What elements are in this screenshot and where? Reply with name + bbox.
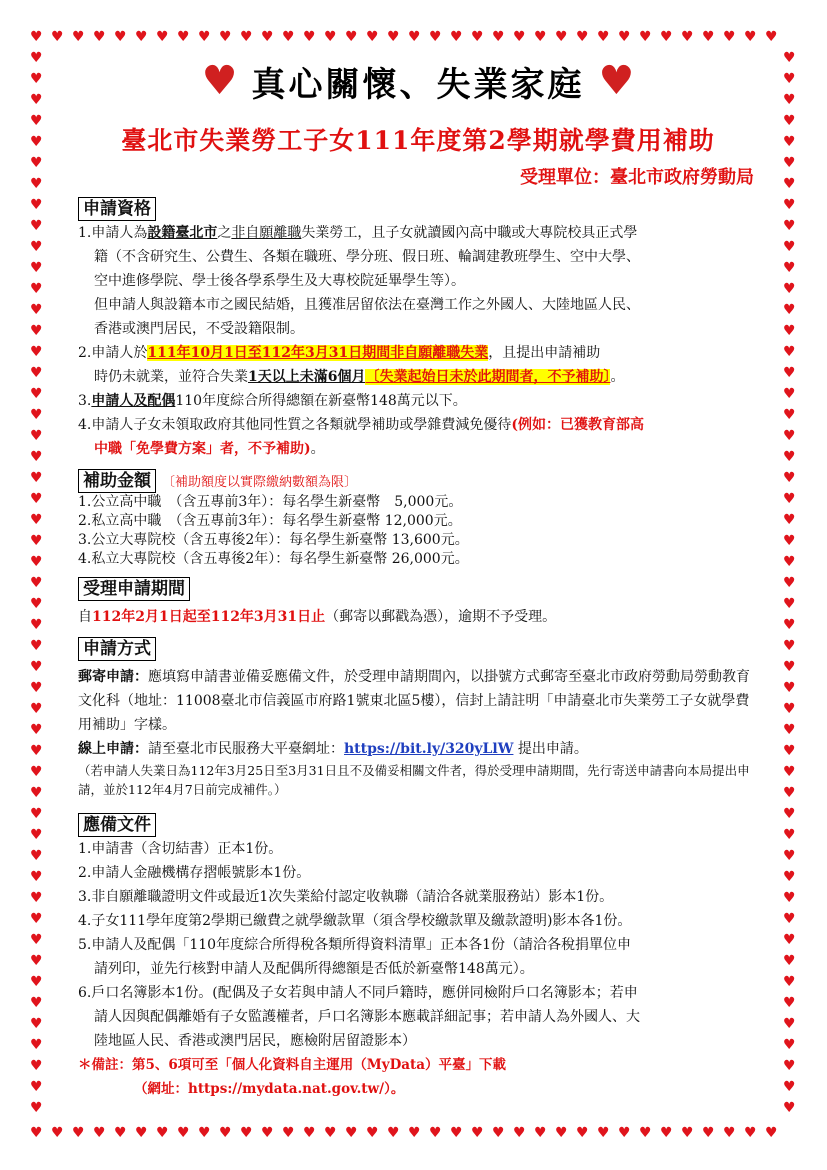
document-item: 5.申請人及配偶「110年度綜合所得稅各類所得資料清單」正本各1份（請洽各稅捐單位申	[78, 937, 631, 953]
heart-icon: ♥	[30, 491, 43, 507]
heart-icon: ♥	[30, 302, 43, 318]
heart-icon: ♥	[30, 470, 43, 486]
heart-icon: ♥	[30, 764, 43, 780]
heart-icon: ♥	[783, 764, 796, 780]
heart-icon: ♥	[555, 29, 568, 45]
method-note: （若申請人失業日為112年3月25日至3月31日且不及備妥相關文件者，得於受理申請期間，先行寄送申請書向本局提出申請，並於112年4月7日前完成補件。）	[78, 763, 750, 797]
heart-icon: ♥	[30, 92, 43, 108]
section-amount-heading: 補助金額	[78, 469, 156, 493]
heart-icon: ♥	[598, 58, 635, 104]
heart-icon: ♥	[783, 1079, 796, 1095]
heart-icon: ♥	[783, 890, 796, 906]
heart-icon: ♥	[30, 281, 43, 297]
document-item: 2.申請人金融機構存摺帳號影本1份。	[78, 865, 311, 881]
heart-icon: ♥	[219, 29, 232, 45]
heart-icon: ♥	[783, 722, 796, 738]
heart-icon: ♥	[30, 1058, 43, 1074]
remark-line: ＊備註：第5、6項可至「個人化資料自主運用（MyData）平臺」下載	[78, 1057, 507, 1073]
online-method: 線上申請：請至臺北市民服務大平臺網址：https://bit.ly/320yLlW 提出申請。	[78, 741, 588, 757]
heart-icon: ♥	[30, 974, 43, 990]
heart-icon: ♥	[30, 134, 43, 150]
heart-icon: ♥	[783, 1058, 796, 1074]
heart-icon: ♥	[783, 911, 796, 927]
heart-icon: ♥	[303, 1125, 316, 1141]
heart-icon: ♥	[261, 1125, 274, 1141]
heart-icon: ♥	[135, 1125, 148, 1141]
heart-icon: ♥	[783, 470, 796, 486]
heart-icon: ♥	[744, 29, 757, 45]
amount-row: 3.公立大專院校（含五專後2年）：每名學生新臺幣 13,600元。	[78, 532, 469, 548]
heart-icon: ♥	[30, 554, 43, 570]
heart-icon: ♥	[282, 1125, 295, 1141]
heart-icon: ♥	[783, 386, 796, 402]
heart-icon: ♥	[30, 176, 43, 192]
heart-icon: ♥	[30, 344, 43, 360]
heart-icon: ♥	[618, 1125, 631, 1141]
heart-icon: ♥	[576, 29, 589, 45]
heart-icon: ♥	[345, 29, 358, 45]
heart-icon: ♥	[30, 638, 43, 654]
heart-icon: ♥	[639, 1125, 652, 1141]
heart-icon: ♥	[783, 680, 796, 696]
heart-icon: ♥	[783, 953, 796, 969]
heart-icon: ♥	[30, 218, 43, 234]
eligibility-item-4: 4.申請人子女未領取政府其他同性質之各類就學補助或學雜費減免優待(例如：已獲教育部高	[78, 417, 644, 433]
document-item: 6.戶口名簿影本1份。(配偶及子女若與申請人不同戶籍時，應併同檢附戶口名簿影本；若申	[78, 985, 638, 1001]
heart-icon: ♥	[783, 827, 796, 843]
heart-icon: ♥	[30, 722, 43, 738]
heart-icon: ♥	[201, 58, 238, 104]
heart-icon: ♥	[765, 29, 778, 45]
heart-icon: ♥	[387, 1125, 400, 1141]
heart-icon: ♥	[30, 890, 43, 906]
heart-icon: ♥	[219, 1125, 232, 1141]
heart-icon: ♥	[30, 50, 43, 66]
heart-icon: ♥	[30, 953, 43, 969]
heart-icon: ♥	[30, 1125, 43, 1141]
heart-icon: ♥	[783, 344, 796, 360]
heart-icon: ♥	[783, 281, 796, 297]
heart-icon: ♥	[681, 29, 694, 45]
heart-icon: ♥	[783, 659, 796, 675]
amount-note: 〔補助額度以實際繳納數額為限〕	[162, 475, 358, 490]
heart-icon: ♥	[783, 533, 796, 549]
heart-icon: ♥	[576, 1125, 589, 1141]
heart-icon: ♥	[282, 29, 295, 45]
heart-icon: ♥	[408, 1125, 421, 1141]
heart-icon: ♥	[30, 1016, 43, 1032]
heart-icon: ♥	[30, 743, 43, 759]
heart-icon: ♥	[30, 1037, 43, 1053]
heart-icon: ♥	[702, 1125, 715, 1141]
heart-icon: ♥	[783, 743, 796, 759]
heart-icon: ♥	[702, 29, 715, 45]
heart-icon: ♥	[618, 29, 631, 45]
heart-icon: ♥	[681, 1125, 694, 1141]
heart-icon: ♥	[30, 449, 43, 465]
heart-icon: ♥	[30, 848, 43, 864]
heart-icon: ♥	[30, 113, 43, 129]
heart-icon: ♥	[30, 680, 43, 696]
heart-icon: ♥	[30, 827, 43, 843]
heart-icon: ♥	[72, 1125, 85, 1141]
heart-icon: ♥	[765, 1125, 778, 1141]
heart-icon: ♥	[597, 29, 610, 45]
heart-icon: ♥	[597, 1125, 610, 1141]
heart-icon: ♥	[30, 239, 43, 255]
heart-icon: ♥	[177, 29, 190, 45]
heart-icon: ♥	[639, 29, 652, 45]
heart-icon: ♥	[135, 29, 148, 45]
amount-row: 1.公立高中職 （含五專前3年）：每名學生新臺幣 5,000元。	[78, 494, 463, 510]
heart-icon: ♥	[30, 1100, 43, 1116]
heart-icon: ♥	[783, 218, 796, 234]
heart-icon: ♥	[93, 29, 106, 45]
heart-icon: ♥	[783, 785, 796, 801]
heart-icon: ♥	[783, 197, 796, 213]
heart-icon: ♥	[660, 1125, 673, 1141]
heart-icon: ♥	[783, 407, 796, 423]
heart-icon: ♥	[783, 176, 796, 192]
heart-icon: ♥	[30, 29, 43, 45]
heart-icon: ♥	[723, 29, 736, 45]
heart-icon: ♥	[408, 29, 421, 45]
heart-icon: ♥	[345, 1125, 358, 1141]
heart-icon: ♥	[783, 155, 796, 171]
heart-icon: ♥	[783, 617, 796, 633]
heart-icon: ♥	[30, 1079, 43, 1095]
heart-icon: ♥	[30, 512, 43, 528]
heart-icon: ♥	[30, 995, 43, 1011]
remark-url: （網址：https://mydata.nat.gov.tw/）。	[134, 1081, 405, 1097]
heart-icon: ♥	[30, 533, 43, 549]
heart-icon: ♥	[30, 365, 43, 381]
heart-icon: ♥	[783, 512, 796, 528]
heart-icon: ♥	[429, 29, 442, 45]
heart-icon: ♥	[30, 260, 43, 276]
amount-row: 4.私立大專院校（含五專後2年）：每名學生新臺幣 26,000元。	[78, 551, 469, 567]
heart-icon: ♥	[450, 29, 463, 45]
heart-icon: ♥	[783, 995, 796, 1011]
heart-icon: ♥	[513, 29, 526, 45]
eligibility-item-2: 2.申請人於111年10月1日至112年3月31日期間非自願離職失業，且提出申請補助	[78, 345, 601, 361]
heart-icon: ♥	[30, 806, 43, 822]
eligibility-item-1: 1.申請人為設籍臺北市之非自願離職失業勞工，且子女就讀國內高中職或大專院校具正式學	[78, 225, 638, 241]
heart-icon: ♥	[366, 29, 379, 45]
document-item: 4.子女111學年度第2學期已繳費之就學繳款單（須含學校繳款單及繳款證明)影本各1份。	[78, 913, 632, 929]
heart-icon: ♥	[30, 911, 43, 927]
heart-icon: ♥	[30, 197, 43, 213]
heart-icon: ♥	[30, 323, 43, 339]
heart-icon: ♥	[471, 1125, 484, 1141]
heart-icon: ♥	[30, 869, 43, 885]
heart-icon: ♥	[783, 365, 796, 381]
heart-icon: ♥	[51, 1125, 64, 1141]
section-documents-heading: 應備文件	[78, 813, 156, 837]
heart-icon: ♥	[783, 1016, 796, 1032]
heart-icon: ♥	[783, 92, 796, 108]
heart-icon: ♥	[198, 1125, 211, 1141]
flyer-content: ♥ 真心關懷、失業家庭 ♥ 臺北市失業勞工子女111年度第2學期就學費用補助 受理單位：臺北市政府勞動局 申請資格 1.申請人為設籍臺北市之非自願離職失業勞工，且子女就讀國內高中職或大專院校具正式學 籍（不含研究生、公費生、各類在職班、學分班、假日班、輪調建教班學生、空中大學、 空中進修學院、學士後各學系學生及大專校院延畢學生等）。 但申請人與設籍本市之國民結婚，且獲准居留依法在臺灣工作之外國人、大陸地區人民、 香港或澳門居民，不受設籍限制。 2.申請人於111年10月1日至112年3月31日期間非自願離職失業，且提出申請補助 時仍未就業，並符合失業1天以上未滿6個月〔失業起始日未於此期間者，不予補助〕。 3.申請人及配偶110年度綜合所得總額在新臺幣148萬元以下。 4.申請人子女未領取政府其他同性質之各類就學補助或學雜費減免優待(例如：已獲教育部高 中職「免學費方案」者，不予補助)。 補助金額 〔補助額度以實際繳納數額為限〕 1.公立高中職 （含五專前3年）：每名學生新臺幣 5,000元。 2.私立高中職 （含五專前3年）：每名學生新臺幣 12,000元。 3.公立大專院校（含五專後2年）：每名學生新臺幣 13,600元。 4.私立大專院校（含五專後2年）：每名學生新臺幣 26,000元。 受理申請期間 自112年2月1日起至112年3月31日止（郵寄以郵戳為憑），逾期不予受理。 申請方式 郵寄申請：應填寫申請書並備妥應備文件，於受理申請期間內，以掛號方式郵寄至臺北市政府勞動局勞動教育文化科（地址：11008臺北市信義區市府路1號東北區5樓），信封上請註明「申請臺北市失業勞工子女就學費用補助」字樣。 線上申請：請至臺北市民服務大平臺網址：https://bit.ly/320yLlW 提出申請。 （若申請人失業日為112年3月25日至3月31日且不及備妥相關文件者，得於受理申請期間，先行寄送申請書向本局提出申請，並於112年4月7日前完成補件。） 應備文件 1.申請書（含切結書）正本1份。 2.申請人金融機構存摺帳號影本1份。 3.非自願離職證明文件或最近1次失業給付認定收執聯（請洽各就業服務站）影本1份。 4.子女111學年度第2學期已繳費之就學繳款單（須含學校繳款單及繳款證明)影本各1份。 5.申請人及配偶「110年度綜合所得稅各類所得資料清單」正本各1份（請洽各稅捐單位申 請列印，並先行核對申請人及配偶所得總額是否低於新臺幣148萬元）。 6.戶口名簿影本1份。(配偶及子女若與申請人不同戶籍時，應併同檢附戶口名簿影本；若申 請人因與配偶離婚有子女監護權者，戶口名簿影本應載詳細記事；若申請人為外國人、大 陸地區人民、香港或澳門居民，應檢附居留證影本） ＊備註：第5、6項可至「個人化資料自主運用（MyData）平臺」下載 （網址：https://mydata.nat.gov.tw/）。	[78, 55, 758, 1101]
heart-icon: ♥	[783, 260, 796, 276]
subtitle: 臺北市失業勞工子女111年度第2學期就學費用補助	[121, 126, 715, 155]
heart-icon: ♥	[30, 701, 43, 717]
heart-icon: ♥	[303, 29, 316, 45]
heart-icon: ♥	[51, 29, 64, 45]
amount-row: 2.私立高中職 （含五專前3年）：每名學生新臺幣 12,000元。	[78, 513, 462, 529]
heart-icon: ♥	[783, 302, 796, 318]
heart-icon: ♥	[783, 134, 796, 150]
heart-icon: ♥	[30, 617, 43, 633]
heart-icon: ♥	[30, 386, 43, 402]
document-item: 1.申請書（含切結書）正本1份。	[78, 841, 283, 857]
heart-icon: ♥	[783, 806, 796, 822]
heart-icon: ♥	[783, 1100, 796, 1116]
heart-icon: ♥	[30, 407, 43, 423]
heart-icon: ♥	[534, 1125, 547, 1141]
heart-icon: ♥	[30, 932, 43, 948]
heart-icon: ♥	[783, 869, 796, 885]
heart-icon: ♥	[492, 29, 505, 45]
mail-method: 郵寄申請：應填寫申請書並備妥應備文件，於受理申請期間內，以掛號方式郵寄至臺北市政府勞動局勞動教育文化科（地址：11008臺北市信義區市府路1號東北區5樓），信封上請註明「申請臺北市失業勞工子女就學費用補助」字樣。	[78, 669, 750, 733]
heart-icon: ♥	[783, 932, 796, 948]
heart-icon: ♥	[660, 29, 673, 45]
heart-icon: ♥	[30, 71, 43, 87]
heart-icon: ♥	[783, 575, 796, 591]
heart-icon: ♥	[783, 554, 796, 570]
heart-icon: ♥	[198, 29, 211, 45]
heart-icon: ♥	[783, 449, 796, 465]
heart-icon: ♥	[783, 848, 796, 864]
page-title: 真心關懷、失業家庭	[251, 64, 585, 105]
heart-icon: ♥	[492, 1125, 505, 1141]
document-item: 3.非自願離職證明文件或最近1次失業給付認定收執聯（請洽各就業服務站）影本1份。	[78, 889, 614, 905]
heart-icon: ♥	[429, 1125, 442, 1141]
heart-icon: ♥	[555, 1125, 568, 1141]
heart-icon: ♥	[783, 974, 796, 990]
heart-icon: ♥	[783, 491, 796, 507]
heart-icon: ♥	[240, 1125, 253, 1141]
heart-icon: ♥	[744, 1125, 757, 1141]
heart-icon: ♥	[783, 1037, 796, 1053]
eligibility-item-3: 3.申請人及配偶110年度綜合所得總額在新臺幣148萬元以下。	[78, 393, 467, 409]
section-method-heading: 申請方式	[78, 637, 156, 661]
heart-icon: ♥	[783, 71, 796, 87]
heart-icon: ♥	[30, 659, 43, 675]
heart-icon: ♥	[177, 1125, 190, 1141]
heart-icon: ♥	[783, 323, 796, 339]
agency: 受理單位：臺北市政府勞動局	[520, 167, 754, 188]
heart-icon: ♥	[240, 29, 253, 45]
heart-icon: ♥	[114, 1125, 127, 1141]
heart-icon: ♥	[93, 1125, 106, 1141]
heart-icon: ♥	[30, 155, 43, 171]
period-text: 自112年2月1日起至112年3月31日止（郵寄以郵戳為憑），逾期不予受理。	[78, 609, 557, 625]
section-eligibility-heading: 申請資格	[78, 197, 156, 221]
heart-icon: ♥	[534, 29, 547, 45]
heart-icon: ♥	[156, 29, 169, 45]
heart-icon: ♥	[783, 239, 796, 255]
heart-icon: ♥	[72, 29, 85, 45]
heart-icon: ♥	[783, 596, 796, 612]
heart-icon: ♥	[30, 575, 43, 591]
heart-icon: ♥	[324, 1125, 337, 1141]
heart-icon: ♥	[723, 1125, 736, 1141]
section-period-heading: 受理申請期間	[78, 577, 190, 601]
heart-icon: ♥	[513, 1125, 526, 1141]
heart-icon: ♥	[387, 29, 400, 45]
heart-icon: ♥	[783, 113, 796, 129]
heart-icon: ♥	[783, 638, 796, 654]
heart-icon: ♥	[114, 29, 127, 45]
online-url-link[interactable]: https://bit.ly/320yLlW	[344, 741, 514, 757]
heart-icon: ♥	[30, 596, 43, 612]
heart-icon: ♥	[450, 1125, 463, 1141]
heart-icon: ♥	[30, 428, 43, 444]
heart-icon: ♥	[366, 1125, 379, 1141]
heart-icon: ♥	[156, 1125, 169, 1141]
heart-icon: ♥	[324, 29, 337, 45]
heart-icon: ♥	[783, 50, 796, 66]
title-row	[78, 55, 758, 107]
heart-icon: ♥	[471, 29, 484, 45]
heart-icon: ♥	[30, 785, 43, 801]
heart-icon: ♥	[783, 428, 796, 444]
heart-icon: ♥	[783, 701, 796, 717]
heart-icon: ♥	[261, 29, 274, 45]
